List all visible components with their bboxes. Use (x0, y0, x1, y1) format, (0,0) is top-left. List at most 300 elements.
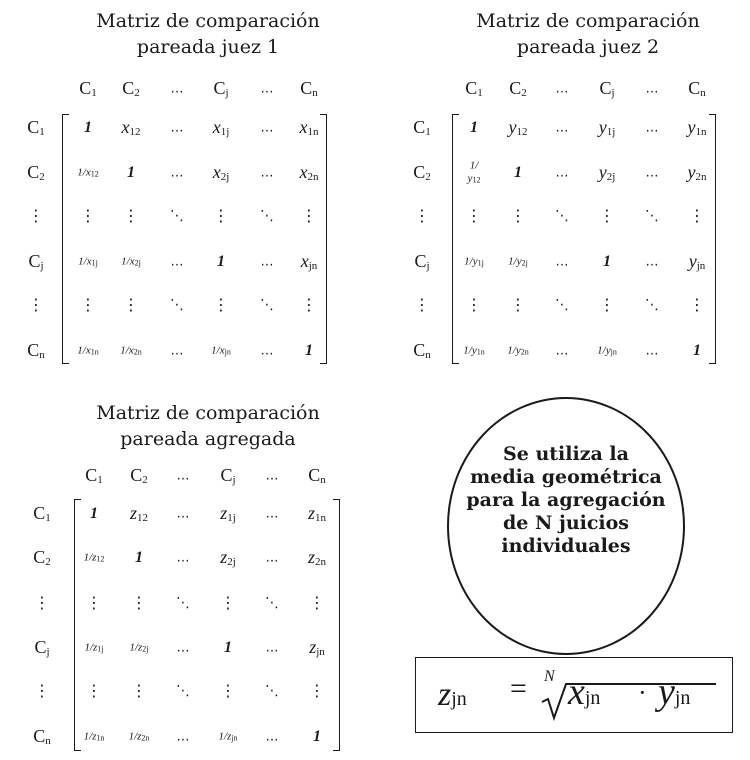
horizontal-ellipsis: … (555, 120, 569, 136)
diagonal-ellipsis: ⋱ (555, 297, 569, 313)
formula-y-term (658, 670, 690, 714)
matrix-judge2-title-line2: pareada juez 2 (516, 36, 660, 58)
matrix-value-base: y (598, 162, 607, 182)
vertical-ellipsis: ⋮ (131, 681, 147, 700)
matrix-reciprocal-sub: 12 (472, 175, 481, 185)
formula-y-base: y (658, 671, 675, 713)
vertical-ellipsis: ⋮ (466, 295, 482, 314)
matrix-reciprocal (211, 346, 231, 357)
matrix-reciprocal-base: 1/z (128, 730, 142, 743)
formula-dot: · (638, 678, 647, 707)
matrix-judge2-row-header: ⋮ (414, 295, 430, 314)
diagonal-ellipsis: ⋱ (555, 208, 569, 224)
matrix-judge2-row-header: ⋮ (414, 206, 430, 225)
diagonal-ellipsis: ⋱ (170, 297, 184, 313)
horizontal-ellipsis: … (265, 506, 279, 522)
formula-lhs-sub: jn (451, 688, 467, 710)
matrix-judge2-col-header (599, 79, 614, 99)
matrix-judge1-right-bracket (320, 114, 327, 364)
diagonal-ellipsis: ⋱ (176, 683, 190, 699)
matrix-judge1-col-header (122, 79, 140, 99)
matrix-diagonal-one: 1 (217, 253, 225, 270)
matrix-judge1-col-header-sub: 2 (134, 87, 140, 99)
matrix-reciprocal-base: y (467, 172, 473, 185)
matrix-diagonal-one: 1 (313, 728, 321, 745)
vertical-ellipsis: ⋮ (689, 206, 705, 225)
vertical-ellipsis: ⋮ (213, 206, 229, 225)
matrix-aggregate-title (42, 400, 374, 452)
matrix-reciprocal (507, 346, 528, 357)
note-line: para la agregación (466, 489, 666, 511)
matrix-judge1-row-header-base: C (27, 340, 40, 360)
vertical-ellipsis: ⋮ (80, 295, 96, 314)
matrix-diagonal-one: 1 (514, 164, 522, 181)
geometric-mean-note-circle (447, 397, 685, 655)
matrix-diagonal-one: 1 (470, 119, 478, 136)
matrix-reciprocal-sub: 1n (96, 733, 105, 743)
matrix-value (213, 163, 230, 183)
matrix-judge2-row-header-base: C (413, 340, 426, 360)
matrix-reciprocal-sub: jn (610, 347, 617, 357)
matrix-reciprocal-base: 1/x (77, 344, 91, 357)
matrix-value (220, 504, 236, 524)
formula-y-sub: jn (674, 687, 691, 709)
matrix-judge2-col-header: … (645, 81, 659, 97)
horizontal-ellipsis: … (645, 254, 659, 270)
geometric-mean-note-text (449, 443, 683, 558)
matrix-value-base: y (687, 162, 696, 182)
matrix-judge2-row-header (413, 341, 431, 361)
formula-lhs-base: z (438, 676, 452, 713)
matrix-reciprocal-sub: jn (224, 347, 231, 357)
matrix-value-sub: 2j (220, 171, 230, 183)
diagonal-ellipsis: ⋱ (260, 208, 274, 224)
matrix-aggregate-row-header-sub: 1 (45, 512, 51, 524)
matrix-value-sub: jn (316, 646, 325, 658)
vertical-ellipsis: ⋮ (466, 206, 482, 225)
matrix-judge1-row-header (27, 118, 45, 138)
formula-equals: = (510, 672, 527, 705)
matrix-value (688, 163, 707, 183)
matrix-aggregate-col-header-base: C (220, 465, 233, 485)
matrix-value-sub: 1j (220, 126, 230, 138)
matrix-reciprocal-sub: 1n (476, 347, 485, 357)
matrix-reciprocal-sub: 2j (134, 258, 141, 268)
diagonal-ellipsis: ⋱ (645, 208, 659, 224)
matrix-judge2-row-header-base: C (413, 162, 426, 182)
matrix-reciprocal-base: 1/z (83, 730, 97, 743)
horizontal-ellipsis: … (645, 343, 659, 359)
matrix-value-sub: 2n (695, 171, 707, 183)
vertical-ellipsis: ⋮ (510, 295, 526, 314)
matrix-judge2-col-header-sub: n (700, 87, 706, 99)
horizontal-ellipsis: … (265, 640, 279, 656)
matrix-judge1-row-header-sub: j (40, 260, 44, 272)
vertical-ellipsis: ⋮ (309, 593, 325, 612)
matrix-reciprocal (129, 643, 148, 654)
matrix-judge2-left-bracket (452, 114, 459, 364)
matrix-judge1-row-header (27, 341, 45, 361)
matrix-diagonal-one: 1 (305, 342, 313, 359)
matrix-judge1-row-header-base: C (28, 251, 41, 271)
matrix-aggregate-row-header-sub: j (46, 646, 50, 658)
matrix-value (689, 252, 706, 272)
matrix-value-base: x (300, 251, 309, 271)
matrix-reciprocal (84, 643, 103, 654)
vertical-ellipsis: ⋮ (689, 295, 705, 314)
matrix-judge1-col-header-sub: j (225, 87, 229, 99)
matrix-value (309, 638, 325, 658)
matrix-reciprocal (129, 732, 150, 743)
matrix-value-sub: 1n (695, 126, 707, 138)
matrix-aggregate-col-header-sub: j (232, 474, 236, 486)
vertical-ellipsis: ⋮ (599, 295, 615, 314)
matrix-diagonal-one: 1 (603, 253, 611, 270)
vertical-ellipsis: ⋮ (86, 681, 102, 700)
matrix-value-sub: 1j (227, 512, 236, 524)
matrix-judge2-row-header-base: C (414, 251, 427, 271)
matrix-aggregate-col-header (220, 466, 235, 486)
matrix-value-base: y (508, 117, 517, 137)
matrix-reciprocal (84, 553, 105, 564)
matrix-aggregate-row-header-base: C (33, 726, 46, 746)
matrix-diagonal-one: 1 (127, 164, 135, 181)
formula-x-base: x (568, 671, 585, 713)
matrix-reciprocal (464, 257, 484, 268)
matrix-value-base: z (309, 637, 317, 657)
matrix-reciprocal-sub: 1n (90, 347, 99, 357)
horizontal-ellipsis: … (170, 254, 184, 270)
matrix-value-base: x (212, 162, 221, 182)
matrix-value-sub: jn (308, 260, 318, 272)
matrix-reciprocal (121, 257, 141, 268)
horizontal-ellipsis: … (176, 729, 190, 745)
matrix-aggregate-row-header (34, 638, 49, 658)
matrix-judge1-title-line1: Matriz de comparación (96, 10, 320, 32)
matrix-reciprocal-base: 1/z (83, 551, 97, 564)
matrix-aggregate-row-header: ⋮ (34, 593, 50, 612)
matrix-reciprocal (77, 346, 98, 357)
matrix-value (509, 118, 528, 138)
matrix-judge1-col-header (213, 79, 228, 99)
matrix-value-sub: 2n (307, 171, 319, 183)
matrix-value-sub: jn (696, 260, 706, 272)
horizontal-ellipsis: … (260, 254, 274, 270)
matrix-aggregate-title-line2: pareada agregada (120, 428, 296, 450)
aggregation-formula-box (415, 657, 733, 733)
diagonal-ellipsis: ⋱ (260, 297, 274, 313)
matrix-reciprocal-denominator (468, 173, 481, 187)
vertical-ellipsis: ⋮ (123, 295, 139, 314)
matrix-judge2-col-header (465, 79, 483, 99)
vertical-ellipsis: ⋮ (220, 681, 236, 700)
diagonal-ellipsis: ⋱ (176, 595, 190, 611)
horizontal-ellipsis: … (555, 254, 569, 270)
matrix-value (599, 163, 616, 183)
matrix-judge2-col-header-sub: j (611, 87, 615, 99)
matrix-value (688, 118, 707, 138)
matrix-diagonal-one: 1 (90, 505, 98, 522)
matrix-value-base: y (687, 117, 696, 137)
matrix-reciprocal-sub: 1j (477, 258, 484, 268)
matrix-judge1-col-header-base: C (300, 78, 313, 98)
matrix-judge1-col-header-base: C (122, 78, 135, 98)
matrix-judge1-row-header (27, 163, 45, 183)
matrix-reciprocal-sub: 2j (142, 644, 149, 654)
matrix-aggregate-row-header-sub: n (45, 735, 51, 747)
matrix-reciprocal (120, 346, 141, 357)
horizontal-ellipsis: … (170, 120, 184, 136)
matrix-value-base: z (220, 503, 228, 523)
matrix-reciprocal-sub: 1j (91, 258, 98, 268)
vertical-ellipsis: ⋮ (86, 593, 102, 612)
matrix-judge1-row-header-sub: n (39, 349, 45, 361)
matrix-value (308, 504, 326, 524)
matrix-reciprocal-base: 1/x (120, 344, 134, 357)
matrix-value-base: x (212, 117, 221, 137)
matrix-judge2-row-header-sub: j (426, 260, 430, 272)
matrix-judge1-row-header-base: C (27, 162, 40, 182)
matrix-value (599, 118, 616, 138)
matrix-reciprocal-sub: 2n (520, 347, 529, 357)
matrix-aggregate-row-header: ⋮ (34, 681, 50, 700)
note-line: individuales (501, 535, 631, 557)
formula-x-term (568, 670, 600, 714)
matrix-value (301, 252, 318, 272)
matrix-value-base: x (299, 162, 308, 182)
matrix-value-sub: 1n (315, 512, 327, 524)
matrix-value-base: z (307, 547, 316, 567)
matrix-reciprocal-base: 1/x (78, 255, 92, 268)
vertical-ellipsis: ⋮ (599, 206, 615, 225)
vertical-ellipsis: ⋮ (123, 206, 139, 225)
matrix-value-base: z (307, 503, 316, 523)
matrix-reciprocal-base: 1/y (463, 344, 477, 357)
matrix-reciprocal-sub: 2n (141, 733, 150, 743)
matrix-reciprocal-base: 1/y (597, 344, 611, 357)
matrix-judge2-col-header-sub: 2 (521, 87, 527, 99)
horizontal-ellipsis: … (260, 120, 274, 136)
horizontal-ellipsis: … (645, 165, 659, 181)
matrix-judge1-col-header-base: C (79, 78, 92, 98)
horizontal-ellipsis: … (260, 165, 274, 181)
matrix-aggregate-title-line1: Matriz de comparación (96, 402, 320, 424)
matrix-aggregate-left-bracket (74, 499, 81, 751)
matrix-judge1-row-header-sub: 2 (39, 171, 45, 183)
vertical-ellipsis: ⋮ (309, 681, 325, 700)
matrix-value-sub: 12 (516, 126, 528, 138)
matrix-reciprocal (78, 257, 98, 268)
matrix-diagonal-one: 1 (135, 549, 143, 566)
matrix-judge1-left-bracket (62, 114, 69, 364)
vertical-ellipsis: ⋮ (301, 295, 317, 314)
matrix-reciprocal-sub: 12 (96, 554, 105, 564)
matrix-value (308, 548, 326, 568)
diagonal-ellipsis: ⋱ (265, 595, 279, 611)
matrix-reciprocal-base: 1/z (218, 730, 232, 743)
note-line: de N juicios (502, 512, 630, 534)
horizontal-ellipsis: … (176, 550, 190, 566)
matrix-aggregate-row-header-base: C (33, 547, 46, 567)
matrix-value (300, 163, 319, 183)
matrix-judge1-title-line2: pareada juez 1 (136, 36, 280, 58)
matrix-judge2-row-header-base: C (413, 117, 426, 137)
matrix-judge1-row-header (28, 252, 43, 272)
matrix-value-sub: 1n (307, 126, 319, 138)
formula-lhs (438, 676, 467, 714)
matrix-judge2-col-header-base: C (599, 78, 612, 98)
matrix-value-base: z (129, 503, 138, 523)
matrix-aggregate-col-header-sub: 2 (142, 474, 148, 486)
matrix-judge2-col-header-base: C (465, 78, 478, 98)
matrix-reciprocal-numerator: 1/ (469, 159, 479, 172)
matrix-judge2-row-header-sub: 2 (425, 171, 431, 183)
matrix-value-base: x (121, 117, 130, 137)
matrix-reciprocal-sub: 12 (90, 169, 99, 179)
horizontal-ellipsis: … (555, 343, 569, 359)
matrix-aggregate-col-header (308, 466, 326, 486)
horizontal-ellipsis: … (265, 729, 279, 745)
matrix-aggregate-row-header-base: C (33, 503, 46, 523)
matrix-judge2-col-header-sub: 1 (477, 87, 483, 99)
matrix-judge1-col-header-sub: 1 (91, 87, 97, 99)
matrix-judge2-row-header-sub: n (425, 349, 431, 361)
matrix-aggregate-row-header (33, 548, 51, 568)
matrix-diagonal-one: 1 (224, 639, 232, 656)
matrix-judge2-row-header-sub: 1 (425, 126, 431, 138)
horizontal-ellipsis: … (645, 120, 659, 136)
matrix-judge2-col-header-base: C (688, 78, 701, 98)
matrix-aggregate-col-header: … (265, 468, 279, 484)
matrix-judge1-row-header: ⋮ (28, 206, 44, 225)
matrix-value-sub: 2j (227, 556, 236, 568)
matrix-judge2-title (422, 8, 750, 60)
matrix-reciprocal-base: 1/y (464, 255, 478, 268)
diagonal-ellipsis: ⋱ (170, 208, 184, 224)
horizontal-ellipsis: … (176, 640, 190, 656)
vertical-ellipsis: ⋮ (510, 206, 526, 225)
matrix-judge1-col-header (79, 79, 97, 99)
matrix-judge2-col-header: … (555, 81, 569, 97)
matrix-judge2-row-header (414, 252, 429, 272)
matrix-judge2-col-header (688, 79, 706, 99)
note-line: Se utiliza la (503, 443, 629, 465)
matrix-aggregate-col-header-base: C (130, 465, 143, 485)
vertical-ellipsis: ⋮ (301, 206, 317, 225)
matrix-aggregate-col-header: … (176, 468, 190, 484)
matrix-judge2-col-header-base: C (509, 78, 522, 98)
matrix-value (300, 118, 319, 138)
matrix-judge1-row-header-base: C (27, 117, 40, 137)
matrix-aggregate-row-header (33, 504, 51, 524)
matrix-judge2-col-header (509, 79, 527, 99)
formula-root-index: N (544, 668, 555, 685)
note-line: media geométrica (470, 466, 662, 488)
matrix-value-sub: 1j (606, 126, 616, 138)
matrix-judge1-col-header: … (170, 81, 184, 97)
horizontal-ellipsis: … (170, 165, 184, 181)
matrix-judge2-row-header (413, 163, 431, 183)
horizontal-ellipsis: … (176, 506, 190, 522)
matrix-value-sub: 12 (129, 126, 141, 138)
horizontal-ellipsis: … (260, 343, 274, 359)
matrix-reciprocal (218, 732, 237, 743)
matrix-judge2-row-header (413, 118, 431, 138)
matrix-value (130, 504, 148, 524)
matrix-aggregate-right-bracket (333, 499, 340, 751)
vertical-ellipsis: ⋮ (131, 593, 147, 612)
matrix-value (122, 118, 141, 138)
vertical-ellipsis: ⋮ (220, 593, 236, 612)
matrix-judge2-title-line1: Matriz de comparación (476, 10, 700, 32)
matrix-judge1-col-header: … (260, 81, 274, 97)
matrix-judge1-row-header: ⋮ (28, 295, 44, 314)
matrix-value-sub: 2j (606, 171, 616, 183)
matrix-reciprocal-base: 1/x (77, 166, 91, 179)
matrix-reciprocal-sub: 1j (97, 644, 104, 654)
horizontal-ellipsis: … (170, 343, 184, 359)
formula-x-sub: jn (584, 687, 601, 709)
matrix-reciprocal (468, 160, 481, 187)
matrix-aggregate-row-header-base: C (34, 637, 47, 657)
matrix-value-sub: 12 (137, 512, 149, 524)
matrix-reciprocal-base: 1/y (508, 255, 522, 268)
matrix-judge1-title (42, 8, 374, 60)
matrix-value-sub: 2n (315, 556, 327, 568)
matrix-judge2-right-bracket (709, 114, 716, 364)
matrix-reciprocal (508, 257, 528, 268)
matrix-value (213, 118, 230, 138)
matrix-reciprocal-base: 1/z (129, 641, 143, 654)
matrix-aggregate-row-header (33, 727, 51, 747)
matrix-value-base: z (220, 547, 228, 567)
matrix-aggregate-col-header-base: C (308, 465, 321, 485)
matrix-aggregate-col-header-sub: 1 (97, 474, 103, 486)
matrix-aggregate-row-header-sub: 2 (45, 556, 51, 568)
matrix-reciprocal-base: 1/x (211, 344, 225, 357)
matrix-value-base: x (299, 117, 308, 137)
matrix-aggregate-col-header-sub: n (320, 474, 326, 486)
matrix-aggregate-col-header (85, 466, 103, 486)
vertical-ellipsis: ⋮ (213, 295, 229, 314)
matrix-reciprocal-sub: 2j (521, 258, 528, 268)
matrix-judge1-row-header-sub: 1 (39, 126, 45, 138)
diagonal-ellipsis: ⋱ (645, 297, 659, 313)
matrix-reciprocal (597, 346, 617, 357)
matrix-aggregate (0, 0, 1, 1)
matrix-diagonal-one: 1 (84, 119, 92, 136)
diagonal-ellipsis: ⋱ (265, 683, 279, 699)
matrix-reciprocal (84, 732, 105, 743)
matrix-reciprocal-base: 1/z (84, 641, 98, 654)
matrix-aggregate-col-header-base: C (85, 465, 98, 485)
matrix-reciprocal (463, 346, 484, 357)
matrix-judge1-col-header (300, 79, 318, 99)
matrix-aggregate-col-header (130, 466, 148, 486)
matrix-value (220, 548, 236, 568)
matrix-value-base: y (688, 251, 697, 271)
matrix-judge1-col-header-sub: n (312, 87, 318, 99)
matrix-reciprocal-base: 1/x (121, 255, 135, 268)
matrix-value-base: y (598, 117, 607, 137)
horizontal-ellipsis: … (265, 550, 279, 566)
matrix-reciprocal-sub: jn (231, 733, 238, 743)
matrix-reciprocal-base: 1/y (507, 344, 521, 357)
vertical-ellipsis: ⋮ (80, 206, 96, 225)
matrix-diagonal-one: 1 (693, 342, 701, 359)
matrix-reciprocal (77, 168, 98, 179)
matrix-reciprocal-sub: 2n (133, 347, 142, 357)
